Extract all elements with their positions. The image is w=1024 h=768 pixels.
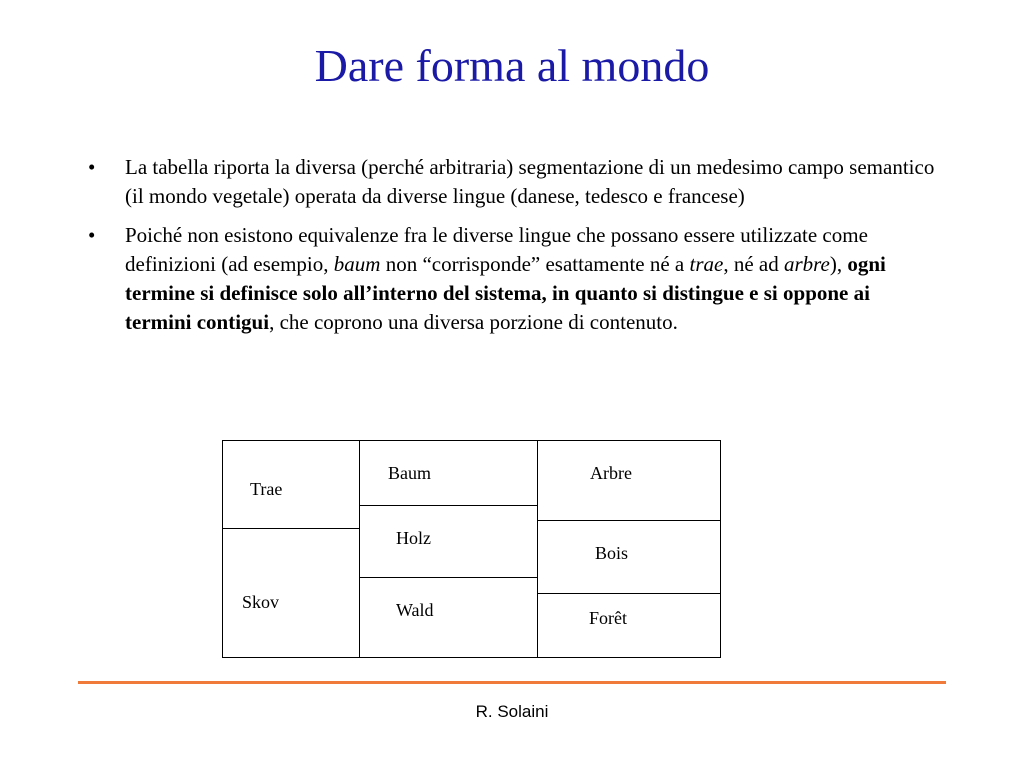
bullet-text-part: , che coprono una diversa porzione di contenuto. bbox=[269, 310, 678, 334]
cell-arbre: Arbre bbox=[590, 463, 632, 483]
bullet-text-part: non “corrisponde” esattamente né a bbox=[380, 252, 690, 276]
divider bbox=[359, 505, 537, 506]
cell-bois: Bois bbox=[595, 543, 629, 563]
cell-wald: Wald bbox=[396, 600, 434, 620]
bullet-item bbox=[88, 221, 938, 337]
bullet-text-part: Poiché non esistono equivalenze fra le diverse lingue che possano essere utilizzate come definizioni (ad esempio, bbox=[125, 223, 868, 276]
cell-foret: Forêt bbox=[589, 608, 627, 628]
slide-title: Dare forma al mondo bbox=[314, 40, 710, 91]
cell-holz: Holz bbox=[396, 528, 431, 548]
bullet-marker: • bbox=[88, 223, 96, 247]
cell-baum: Baum bbox=[388, 463, 431, 483]
column-danish bbox=[222, 440, 360, 658]
divider bbox=[359, 577, 537, 578]
footer-divider bbox=[78, 681, 946, 684]
cell-skov: Skov bbox=[242, 592, 280, 612]
bullet-text-part: , né ad bbox=[723, 252, 784, 276]
bullet-bold-text: ogni termine si definisce solo all’interno del sistema, in quanto si distingue e si oppone ai termini contigui bbox=[125, 252, 886, 334]
column-german bbox=[359, 440, 538, 658]
bullet-text-part: ), bbox=[829, 252, 848, 276]
bullet-text: La tabella riporta la diversa (perché arbitraria) segmentazione di un medesimo campo semantico (il mondo vegetale) operata da diverse lingue (danese, tedesco e francese) bbox=[125, 155, 935, 208]
term-arbre: arbre bbox=[783, 252, 830, 276]
divider bbox=[537, 520, 720, 521]
bullet-list bbox=[88, 153, 938, 347]
term-trae: trae bbox=[689, 252, 724, 276]
divider bbox=[537, 593, 720, 594]
bullet-item bbox=[88, 153, 938, 211]
term-baum: baum bbox=[333, 252, 381, 276]
bullet-marker: • bbox=[88, 155, 96, 179]
footer-author: R. Solaini bbox=[475, 702, 549, 721]
divider bbox=[222, 528, 359, 529]
cell-trae: Trae bbox=[250, 479, 283, 499]
